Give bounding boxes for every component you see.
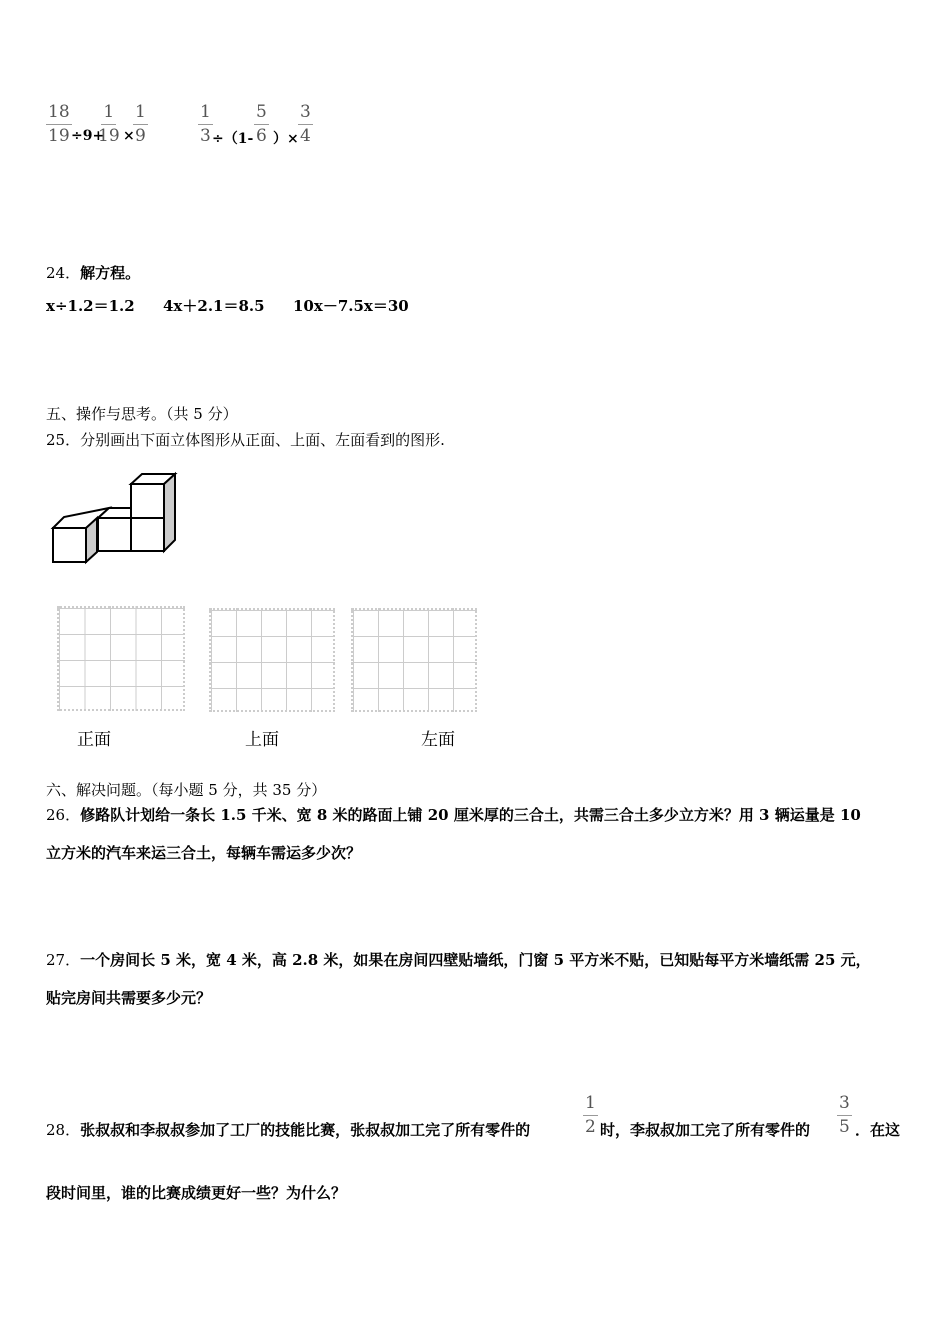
question-text: 时，李叔叔加工完了所有零件的 (600, 1121, 811, 1139)
cube-figure (0, 0, 200, 580)
question-text: 一个房间长 5 米，宽 4 米，高 2.8 米，如果在房间四壁贴墙纸，门窗 5 平方米不贴，已知贴每平方米墙纸需 25 元， (80, 951, 871, 969)
q28-line-2: 段时间里，谁的比赛成绩更好一些？为什么？ (46, 1184, 347, 1202)
question-text: 分别画出下面立体图形从正面、上面、左面看到的图形. (80, 431, 445, 449)
q26-line-2: 立方米的汽车来运三合土，每辆车需运多少次？ (46, 844, 362, 862)
front-view-label: 正面 (77, 730, 111, 750)
fraction: $\frac{3}{4}$ (300, 102, 311, 146)
top-view-label: 上面 (245, 730, 279, 750)
fraction: $\frac{1}{2}$ (585, 1093, 596, 1137)
fraction: $\frac{1}{9}$ (135, 102, 146, 146)
top-view-grid[interactable] (209, 608, 335, 712)
equation: x÷1.2＝1.2 (46, 297, 135, 315)
q27-line-2: 贴完房间共需要多少元？ (46, 989, 212, 1007)
operator: ÷9+ (71, 128, 105, 144)
question-number: 28． (46, 1121, 81, 1139)
question-text: 修路队计划给一条长 1.5 千米、宽 8 米的路面上铺 20 厘米厚的三合土，共需三合土多少立方米？用 3 辆运量是 10 (80, 806, 861, 824)
front-view-grid[interactable] (57, 606, 185, 711)
section-heading: 六、解决问题。（每小题 5 分，共 35 分） (46, 781, 327, 799)
fraction: $\frac{3}{5}$ (839, 1093, 850, 1137)
question-number: 27． (46, 951, 81, 969)
section-heading: 五、操作与思考。（共 5 分） (46, 405, 238, 423)
fraction: $\frac{5}{6}$ (256, 102, 267, 146)
question-number: 24． (46, 264, 81, 282)
q27-line-1 (46, 949, 871, 970)
question-number: 25． (46, 431, 81, 449)
question-text: 解方程。 (80, 264, 141, 282)
question-text: ．在这 (855, 1121, 901, 1139)
operator: ）× (273, 131, 299, 147)
left-view-label: 左面 (421, 730, 455, 750)
left-view-grid[interactable] (351, 608, 477, 712)
equation: 4x＋2.1＝8.5 (163, 297, 265, 315)
equation: 10x－7.5x＝30 (293, 297, 409, 315)
question-number: 26． (46, 806, 81, 824)
q28-line-1 (46, 1119, 530, 1140)
q26-line-1 (46, 804, 861, 825)
operator: × (123, 128, 135, 144)
question-text: 张叔叔和李叔叔参加了工厂的技能比赛，张叔叔加工完了所有零件的 (80, 1121, 531, 1139)
fraction: $\frac{1}{3}$ (200, 102, 211, 146)
fraction: $\frac{1}{19}$ (98, 102, 120, 146)
fraction: $\frac{18}{19}$ (48, 102, 70, 146)
operator: ÷（1- (212, 131, 254, 147)
